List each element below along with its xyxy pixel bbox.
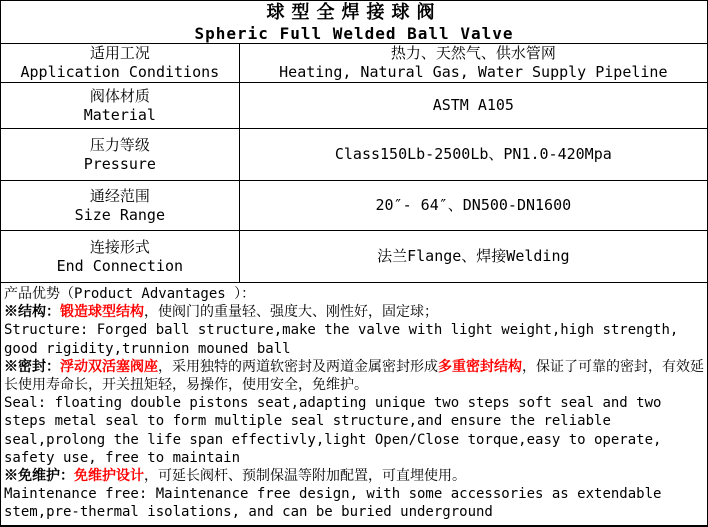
row-value: ASTM A105 [432,96,514,114]
advantage-paragraph [4,303,704,321]
advantages-heading: 产品优势（Product Advantages ）： [4,286,256,302]
row-label-en: Pressure [83,154,156,173]
page-title-en: Spheric Full Welded Ball Valve [194,24,514,43]
row-label-en: Material [83,105,156,124]
advantage-segment: 锻造球型结构 [60,304,144,321]
row-label-cell [1,129,240,180]
row-value-zh: 热力、天然气、供水管网 [390,44,556,62]
row-value-cell [240,44,707,82]
table-row-pressure [1,129,707,181]
advantage-segment: Maintenance free: Maintenance free design, with some accessories as extendable stem,pre-thermal isolations, and can be buried underground [4,486,662,521]
table-row-material [1,83,707,129]
advantage-segment: ※结构： [4,304,60,321]
table-row-size-range [1,181,707,231]
row-label-cell [1,44,240,82]
product-advantages-section [1,283,707,522]
row-value-cell [240,83,707,128]
page-title-zh: 球型全焊接球阀 [266,2,442,23]
advantage-segment: Seal: floating double pistons seat,adapting unique two steps soft seal and two steps metal seal to form multiple seal structure,and ensure the reliable seal,prolong the life span effectivly,light Open/Close torque,easy to operate, safety use, free to maintain [4,395,662,466]
row-label-zh: 阀体材质 [89,86,150,105]
advantage-segment: ，可延长阀杆、预制保温等附加配置，可直埋使用。 [144,468,466,485]
table-row-end-connection [1,231,707,283]
row-value: 法兰Flange、焊接Welding [377,247,570,265]
row-value: Class150Lb-2500Lb、PN1.0-420Mpa [334,145,612,163]
row-label-zh: 连接形式 [89,237,150,256]
row-label-en: Application Conditions [20,63,220,81]
title-block [1,1,707,44]
advantage-segment: ，使阀门的重量轻、强度大、刚性好，固定球； [144,304,438,321]
row-label-en: End Connection [56,256,184,275]
advantage-paragraph [4,321,704,357]
advantage-paragraph [4,467,704,485]
row-label-cell [1,83,240,128]
advantage-segment: ，保证了可靠的密封，有效延长使用寿命长，开关扭矩轻，易操作，使用安全，免维护。 [4,358,704,394]
row-value-en: Heating, Natural Gas, Water Supply Pipeline [279,63,668,81]
row-value-cell [240,231,707,282]
row-label-en: Size Range [74,205,165,224]
row-value: 20″- 64″、DN500-DN1600 [375,196,572,214]
row-value-cell [240,129,707,180]
advantage-segment: ※免维护： [4,468,74,485]
row-label-zh: 通经范围 [89,186,150,205]
advantage-segment: 多重密封结构 [438,358,522,375]
table-row-application-conditions [1,44,707,83]
row-label-cell [1,231,240,282]
advantage-paragraph [4,394,704,467]
row-label-zh: 压力等级 [89,135,150,154]
row-label-zh: 适用工况 [89,44,150,62]
advantage-segment: ，采用独特的两道软密封及两道金属密封形成 [158,358,438,375]
row-value-cell [240,181,707,230]
row-label-cell [1,181,240,230]
advantage-segment: 免维护设计 [74,468,144,485]
advantages-body [4,303,704,521]
advantage-segment: 浮动双活塞阀座 [60,358,158,375]
advantage-paragraph [4,485,704,521]
advantage-paragraph [4,358,704,394]
advantage-segment: ※密封： [4,358,60,375]
advantage-segment: Structure: Forged ball structure,make the valve with light weight,high strength, good rigidity,trunnion mouned ball [4,322,679,357]
